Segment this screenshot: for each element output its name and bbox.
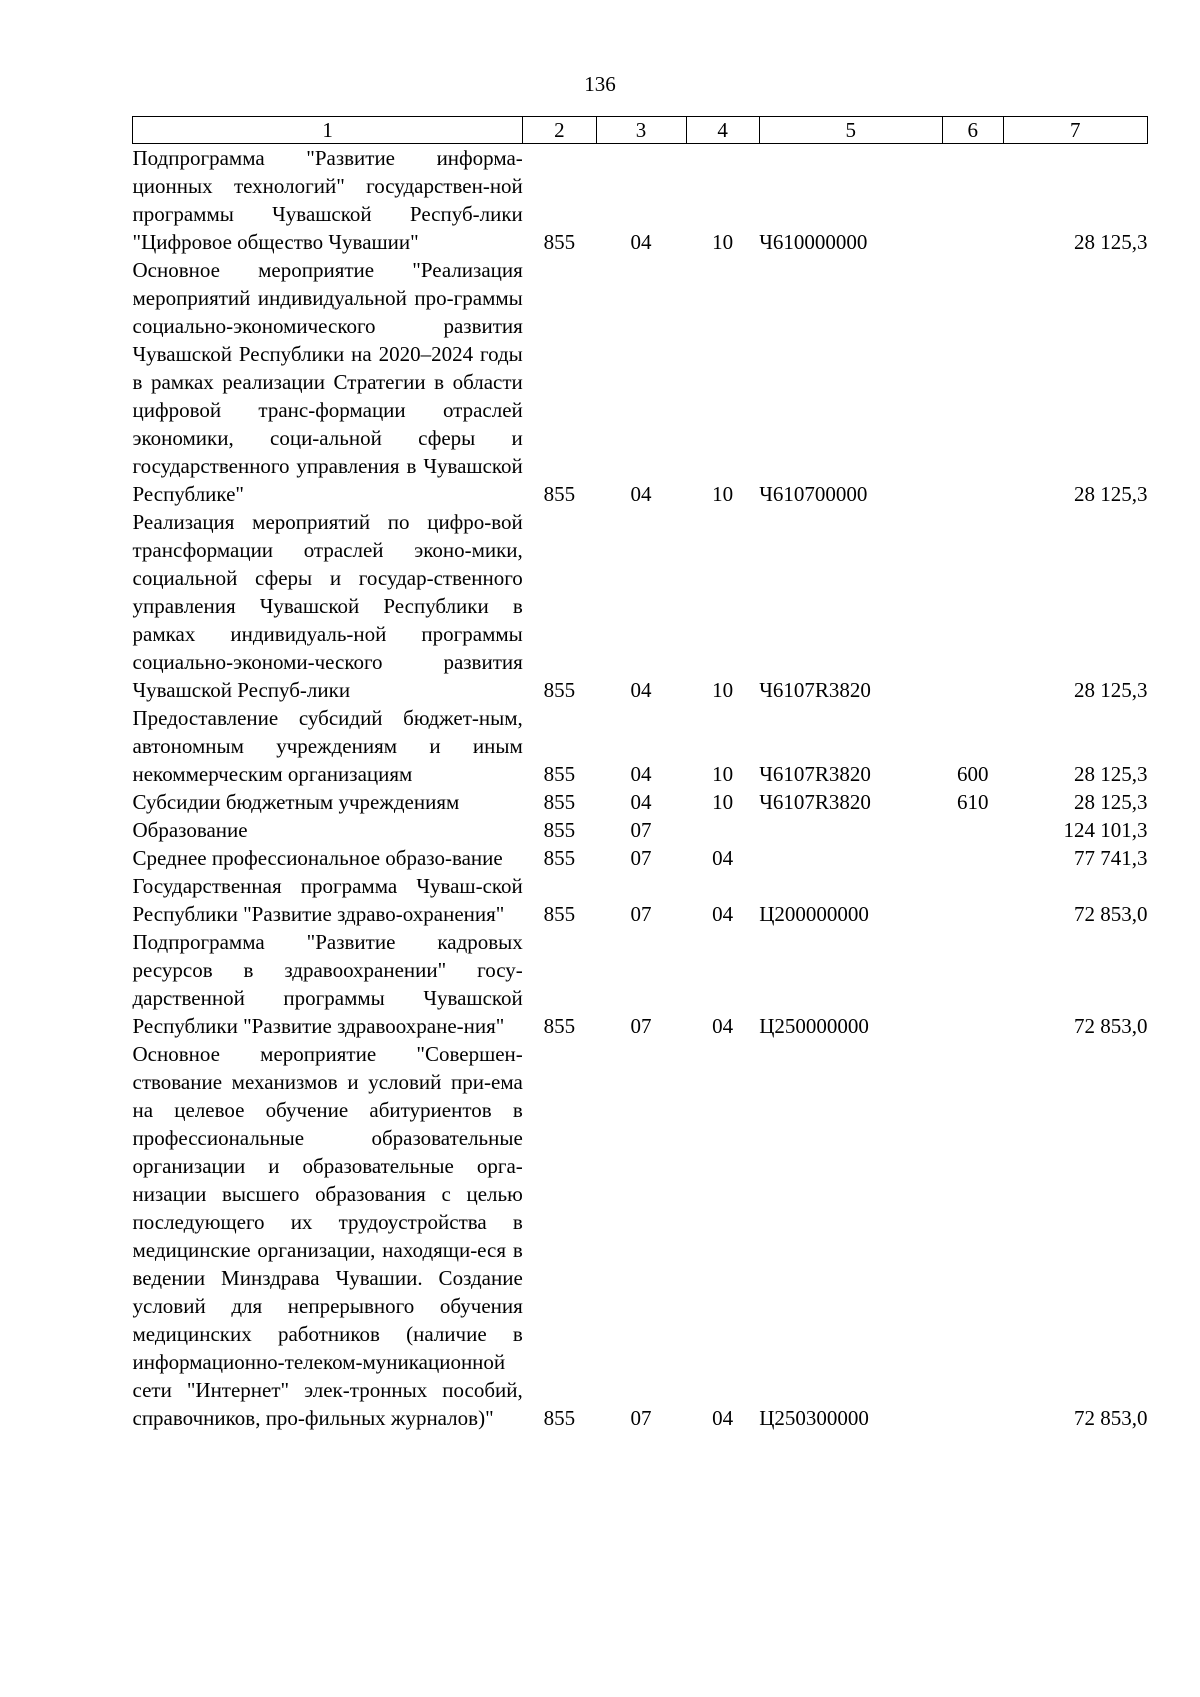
row-ministry-code: 855	[543, 902, 576, 926]
table-row	[133, 928, 1148, 1040]
row-name: Среднее профессиональное образо-вание	[132, 846, 503, 870]
row-expense-type	[942, 844, 1003, 872]
row-target-article: Ч6107R3820	[759, 790, 871, 814]
row-expense-type	[942, 872, 1003, 928]
row-subsection-code: 10	[712, 230, 734, 254]
budget-table	[132, 116, 1148, 1432]
table-row	[133, 704, 1148, 788]
row-ministry-code: 855	[543, 818, 576, 842]
row-subsection-code	[686, 816, 759, 844]
row-amount: 28 125,3	[1074, 482, 1148, 506]
row-ministry-code: 855	[543, 1014, 576, 1038]
row-name: Реализация мероприятий по цифро-вой трансформации отраслей эконо-мики, социальной сферы и государ-ственного управления Чувашской Республики в рамках индивидуаль-ной программы социально-экономи-ческого развития Чувашской Респуб-лики	[132, 510, 523, 702]
row-expense-type: 610	[956, 790, 989, 814]
row-ministry-code: 855	[543, 790, 576, 814]
row-subsection-code: 10	[712, 482, 734, 506]
row-expense-type	[942, 1040, 1003, 1432]
row-amount: 72 853,0	[1074, 902, 1148, 926]
row-target-article: Ц250300000	[759, 1406, 869, 1430]
column-header-3: 3	[596, 117, 686, 144]
row-subsection-code: 04	[712, 1014, 734, 1038]
row-amount: 28 125,3	[1074, 790, 1148, 814]
row-name: Подпрограмма "Развитие кадровых ресурсов в здравоохранении" госу-дарственной программы Чувашской Республики "Развитие здравоохране-ния"	[132, 930, 523, 1038]
row-ministry-code: 855	[543, 230, 576, 254]
row-ministry-code: 855	[543, 678, 576, 702]
row-section-code: 04	[630, 482, 652, 506]
row-target-article: Ч6107R3820	[759, 678, 871, 702]
row-expense-type	[942, 816, 1003, 844]
table-row	[133, 508, 1148, 704]
column-number-header	[133, 117, 1148, 144]
row-ministry-code: 855	[543, 1406, 576, 1430]
row-section-code: 07	[630, 846, 652, 870]
row-subsection-code: 10	[712, 678, 734, 702]
row-amount: 72 853,0	[1074, 1406, 1148, 1430]
row-subsection-code: 04	[712, 846, 734, 870]
row-expense-type	[942, 508, 1003, 704]
row-target-article: Ц250000000	[759, 1014, 869, 1038]
row-section-code: 07	[630, 818, 652, 842]
row-target-article	[759, 816, 942, 844]
column-header-6: 6	[942, 117, 1003, 144]
row-name: Образование	[132, 818, 248, 842]
row-section-code: 04	[630, 790, 652, 814]
row-subsection-code: 10	[712, 790, 734, 814]
row-target-article	[759, 844, 942, 872]
column-header-2: 2	[523, 117, 596, 144]
row-section-code: 04	[630, 762, 652, 786]
row-name: Основное мероприятие "Реализация мероприятий индивидуальной про-граммы социально-экономического развития Чувашской Республики на 2020–2024 годы в рамках реализации Стратегии в области цифровой транс-формации отраслей экономики, соци-альной сферы и государственного управления в Чувашской Республике"	[132, 258, 523, 506]
row-expense-type	[942, 928, 1003, 1040]
row-subsection-code: 10	[712, 762, 734, 786]
row-subsection-code: 04	[712, 902, 734, 926]
row-ministry-code: 855	[543, 482, 576, 506]
row-amount: 28 125,3	[1074, 678, 1148, 702]
table-row	[133, 1040, 1148, 1432]
column-header-4: 4	[686, 117, 759, 144]
table-row	[133, 844, 1148, 872]
row-name: Основное мероприятие "Совершен-ствование механизмов и условий при-ема на целевое обучение абитуриентов в профессиональные образовательные организации и образовательные орга-низации высшего образования с целью последующего их трудоустройства в медицинские организации, находящи-еся в ведении Минздрава Чувашии. Создание условий для непрерывного обучения медицинских работников (наличие в информационно-телеком-муникационной сети "Интернет" элек-тронных пособий, справочников, про-фильных журналов)"	[132, 1042, 523, 1430]
page-number: 136	[584, 72, 616, 96]
row-name: Подпрограмма "Развитие информа-ционных технологий" государствен-ной программы Чувашской Респуб-лики "Цифровое общество Чувашии"	[132, 146, 523, 254]
row-ministry-code: 855	[543, 762, 576, 786]
row-expense-type: 600	[956, 762, 989, 786]
row-amount: 28 125,3	[1074, 230, 1148, 254]
row-name: Субсидии бюджетным учреждениям	[132, 790, 460, 814]
column-header-1: 1	[133, 117, 523, 144]
row-amount: 28 125,3	[1074, 762, 1148, 786]
row-target-article: Ч610000000	[759, 230, 868, 254]
row-section-code: 07	[630, 1406, 652, 1430]
row-section-code: 07	[630, 902, 652, 926]
row-target-article: Ч610700000	[759, 482, 868, 506]
table-row	[133, 816, 1148, 844]
row-name: Предоставление субсидий бюджет-ным, автономным учреждениям и иным некоммерческим организациям	[132, 706, 523, 786]
table-row	[133, 788, 1148, 816]
row-amount: 77 741,3	[1074, 846, 1148, 870]
table-row	[133, 144, 1148, 257]
row-name: Государственная программа Чуваш-ской Республики "Развитие здраво-охранения"	[132, 874, 523, 926]
row-target-article: Ч6107R3820	[759, 762, 871, 786]
row-ministry-code: 855	[543, 846, 576, 870]
row-section-code: 04	[630, 678, 652, 702]
table-row	[133, 872, 1148, 928]
row-expense-type	[942, 256, 1003, 508]
row-section-code: 07	[630, 1014, 652, 1038]
row-expense-type	[942, 144, 1003, 257]
row-amount: 124 101,3	[1063, 818, 1148, 842]
row-amount: 72 853,0	[1074, 1014, 1148, 1038]
row-subsection-code: 04	[712, 1406, 734, 1430]
row-section-code: 04	[630, 230, 652, 254]
column-header-5: 5	[759, 117, 942, 144]
table-row	[133, 256, 1148, 508]
column-header-7: 7	[1003, 117, 1147, 144]
row-target-article: Ц200000000	[759, 902, 869, 926]
